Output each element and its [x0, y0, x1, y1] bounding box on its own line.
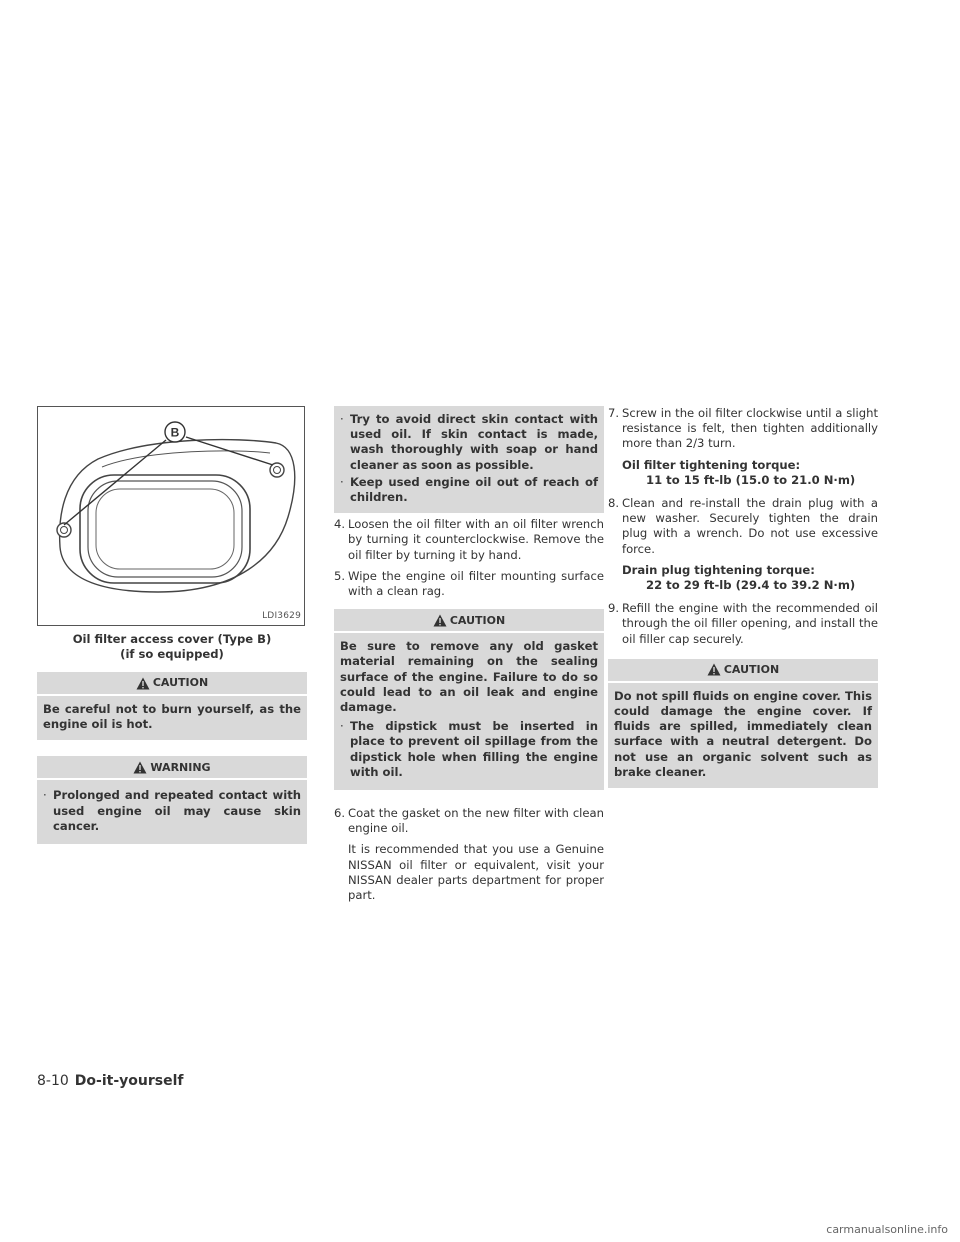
caution-triangle-icon [136, 677, 150, 690]
caution-bullet [340, 719, 598, 780]
column-middle [334, 406, 604, 909]
step-text: Clean and re-install the drain plug with a new washer. Securely tighten the drain plug with a wrench. Do not use excessive force. [622, 496, 878, 556]
warning-bullet [43, 788, 301, 834]
column-left [37, 406, 307, 860]
step-text: Refill the engine with the recommended oil through the oil filler opening, and install the oil filler cap securely. [622, 601, 878, 646]
step-text: Screw in the oil filter clockwise until a slight resistance is felt, then tighten additionally more than 2/3 turn. [622, 406, 878, 451]
figure-caption-line2: (if so equipped) [120, 647, 224, 661]
step-8 [608, 496, 878, 557]
step-6 [334, 806, 604, 836]
callout-label-b: B [170, 425, 180, 440]
oil-filter-cover-illustration [38, 407, 304, 625]
step-number: 7. [608, 406, 620, 420]
warning-bullet-text: Try to avoid direct skin contact with used oil. If skin contact is made, wash thoroughly with soap or hand cleaner as soon as possible. [350, 412, 598, 472]
caution-box-hot-oil [37, 672, 307, 740]
oil-filter-cover-figure [37, 406, 305, 626]
torque-value: 22 to 29 ft-lb (29.4 to 39.2 N·m) [646, 578, 856, 593]
figure-code: LDI3629 [262, 610, 301, 621]
warning-title: WARNING [150, 760, 211, 774]
page-number: 8-10 [37, 1073, 69, 1089]
warning-box-skin-cancer [37, 756, 307, 844]
step-number: 5. [334, 568, 346, 583]
caution-box-gasket [334, 609, 604, 790]
bullet-mark: · [340, 474, 344, 489]
bullet-mark: · [340, 719, 344, 734]
step-6-note: It is recommended that you use a Genuine NISSAN oil filter or equivalent, visit your NISSAN dealer parts department for proper part. [348, 842, 604, 903]
caution-text: Do not spill fluids on engine cover. This could damage the engine cover. If fluids are spilled, immediately clean surface with a neutral detergent. Do not use an organic solvent such as brake cleaner. [614, 688, 872, 779]
caution-header [608, 659, 878, 683]
step-4 [334, 517, 604, 563]
warning-triangle-icon [133, 761, 147, 774]
caution-header [37, 672, 307, 696]
warning-bullet [340, 475, 598, 505]
page-footer [37, 1073, 183, 1089]
caution-triangle-icon [433, 614, 447, 627]
caution-title: CAUTION [723, 663, 780, 677]
caution-title: CAUTION [449, 613, 506, 627]
step-text: Coat the gasket on the new filter with clean engine oil. [348, 806, 604, 836]
torque-value: 11 to 15 ft-lb (15.0 to 21.0 N·m) [646, 472, 856, 487]
step-7 [608, 406, 878, 452]
step-number: 8. [608, 496, 620, 511]
oil-filter-torque [622, 458, 878, 488]
watermark: carmanualsonline.info [826, 1223, 948, 1236]
step-9 [608, 601, 878, 647]
caution-bullet-text: The dipstick must be inserted in place to prevent oil spillage from the dipstick hole when filling the engine with oil. [350, 719, 598, 779]
step-number: 6. [334, 806, 346, 821]
torque-label: Oil filter tightening torque: [622, 457, 801, 472]
caution-header [334, 609, 604, 633]
figure-caption-line1: Oil filter access cover (Type B) [72, 632, 272, 646]
warning-bullet-text: Prolonged and repeated contact with used engine oil may cause skin cancer. [53, 788, 301, 833]
column-right [608, 406, 878, 804]
caution-box-engine-cover [608, 659, 878, 788]
step-5 [334, 569, 604, 599]
caution-triangle-icon [707, 663, 721, 676]
step-number: 9. [608, 601, 620, 616]
bullet-mark: · [43, 788, 47, 803]
bullet-mark: · [340, 412, 344, 426]
step-number: 4. [334, 517, 346, 532]
caution-text: Be careful not to burn yourself, as the engine oil is hot. [43, 702, 301, 732]
caution-title: CAUTION [152, 676, 209, 690]
drain-plug-torque [622, 563, 878, 593]
warning-bullet [340, 412, 598, 473]
warning-header [37, 756, 307, 780]
torque-label: Drain plug tightening torque: [622, 562, 815, 577]
figure-caption [37, 632, 307, 662]
warning-box-continued [334, 406, 604, 513]
step-text: Wipe the engine oil filter mounting surface with a clean rag. [348, 568, 604, 599]
section-title: Do-it-yourself [74, 1073, 184, 1089]
warning-bullet-text: Keep used engine oil out of reach of children. [350, 474, 598, 505]
caution-text: Be sure to remove any old gasket material remaining on the sealing surface of the engine. Failure to do so could lead to an oil leak and engine damage. [340, 639, 598, 715]
step-text: Loosen the oil filter with an oil filter wrench by turning it counterclockwise. Remove the oil filter by turning it by hand. [348, 517, 604, 562]
